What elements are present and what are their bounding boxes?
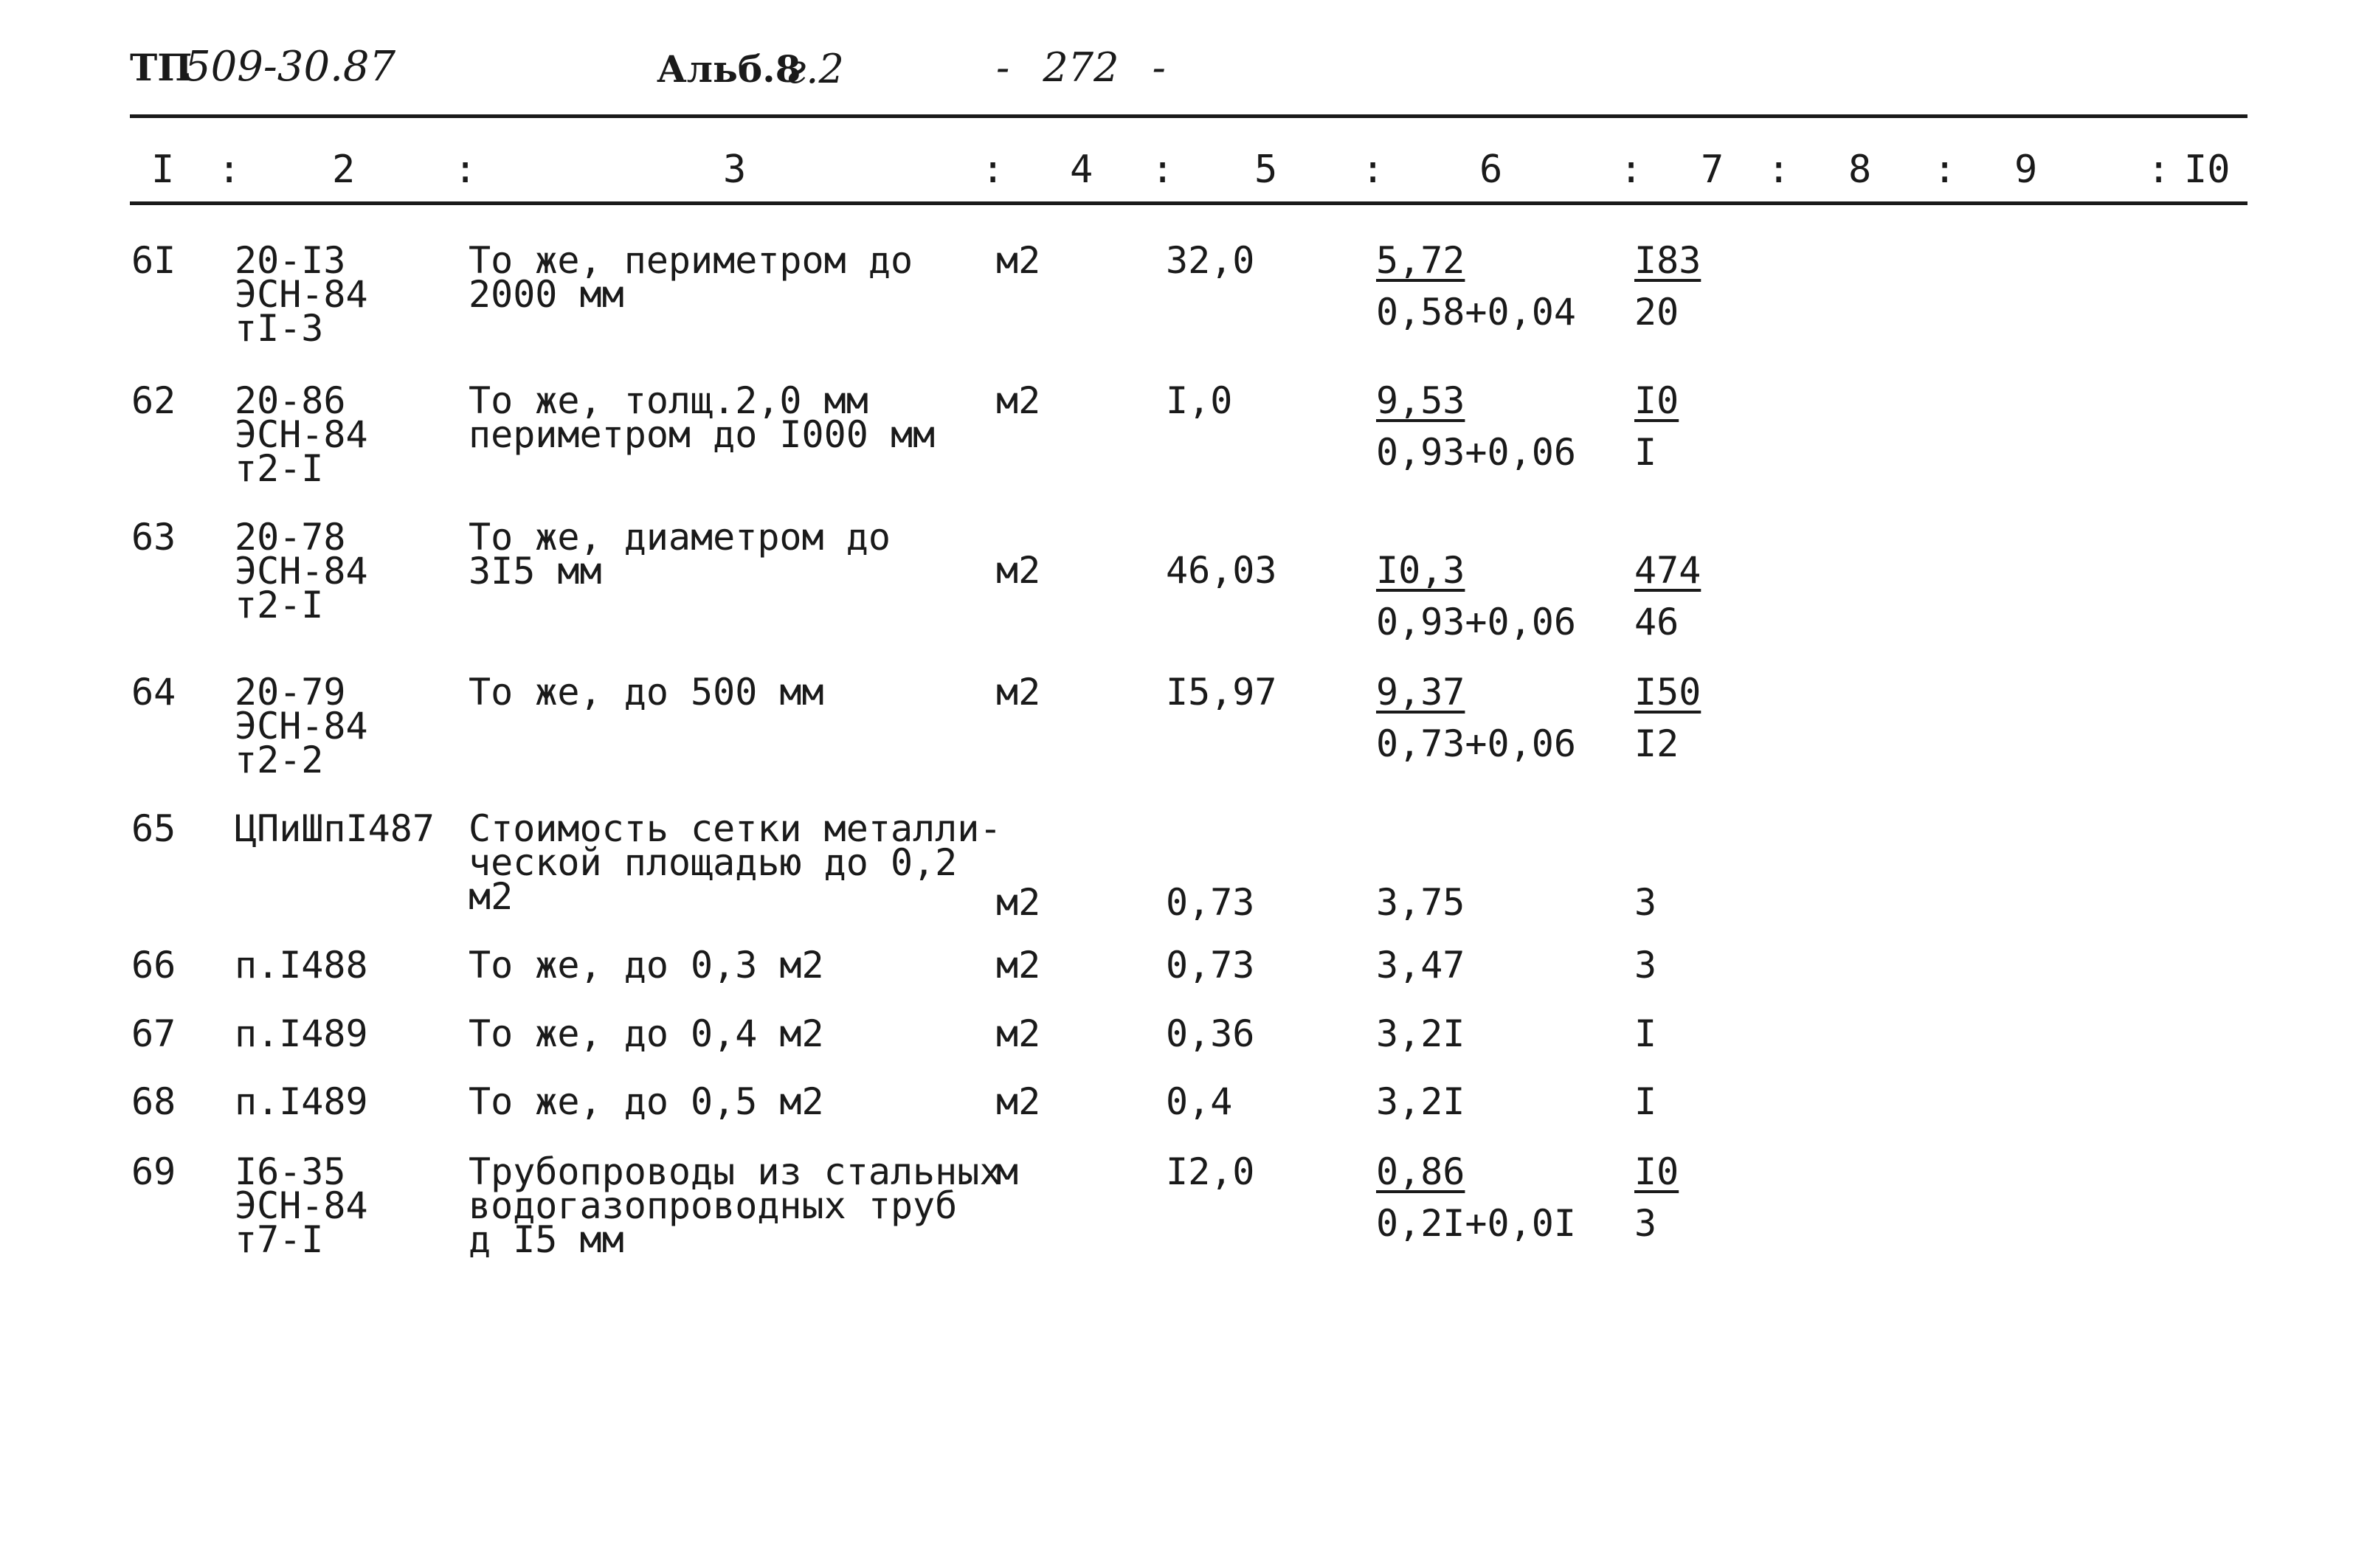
row-description [469, 944, 824, 987]
code-line: т2-I [235, 447, 324, 490]
row-unit: м2 [996, 1080, 1041, 1123]
description-line: То же, до 0,5 м2 [469, 1080, 824, 1123]
row-unit: м2 [996, 881, 1041, 924]
column-separator: : [1620, 148, 1643, 192]
row-quantity: 0,4 [1166, 1080, 1233, 1123]
row-code [235, 944, 368, 987]
code-line: т2-I [235, 584, 324, 626]
table-body [0, 221, 2353, 1291]
row-quantity: I,0 [1166, 379, 1233, 422]
code-line: п.I489 [235, 1012, 368, 1055]
code-line: ЭСН-84 [235, 1184, 368, 1227]
column-separator: : [1933, 148, 1957, 192]
row-code [235, 1150, 368, 1261]
column-header-3: 3 [723, 148, 747, 192]
description-line: То же, диаметром до [469, 516, 891, 559]
album-prefix: Альб.8 [657, 47, 801, 91]
row-quantity: I5,97 [1166, 671, 1277, 714]
row-price: 3,2I [1376, 1012, 1465, 1055]
column-header-5: 5 [1254, 148, 1278, 192]
row-price-bottom: 0,58+0,04 [1376, 291, 1576, 334]
description-line: д I5 мм [469, 1218, 624, 1261]
row-price-top: I0,3 [1376, 549, 1465, 592]
description-line: То же, периметром до [469, 239, 913, 282]
code-line: 20-78 [235, 516, 346, 559]
row-code [235, 239, 368, 350]
header-rule-bottom [130, 201, 2247, 205]
description-line: м2 [469, 875, 514, 918]
row-quantity: 0,73 [1166, 944, 1255, 987]
column-header-9: 9 [2014, 148, 2038, 192]
column-header-8: 8 [1848, 148, 1872, 192]
row-price: 3,2I [1376, 1080, 1465, 1123]
row-description [469, 671, 824, 714]
row-description [469, 1012, 824, 1055]
page-number: - 272 - [996, 44, 1166, 91]
row-quantity: 46,03 [1166, 549, 1277, 592]
column-separator: : [218, 148, 241, 192]
column-header-1: I [151, 148, 175, 192]
code-line: ЭСН-84 [235, 273, 368, 316]
column-header-10: I0 [2184, 148, 2231, 192]
description-line: 2000 мм [469, 273, 624, 316]
row-total-bottom: 20 [1634, 291, 1679, 334]
code-line: тI-3 [235, 307, 324, 350]
row-price-top: 9,53 [1376, 379, 1465, 422]
row-number: 6I [131, 239, 176, 282]
code-line: I6-35 [235, 1150, 346, 1193]
row-number: 64 [131, 671, 176, 714]
row-total-top: I83 [1634, 239, 1701, 282]
row-number: 69 [131, 1150, 176, 1193]
description-line: Стоимость сетки металли- [469, 807, 1002, 850]
row-description [469, 379, 936, 456]
table-row [0, 1012, 2353, 1061]
column-header-2: 2 [332, 148, 356, 192]
row-total-bottom: 3 [1634, 1202, 1657, 1245]
row-price-bottom: 0,73+0,06 [1376, 722, 1576, 765]
row-code [235, 1080, 368, 1123]
description-line: То же, до 0,4 м2 [469, 1012, 824, 1055]
row-total-bottom: I [1634, 431, 1657, 474]
row-code [235, 1012, 368, 1055]
row-price-top: 9,37 [1376, 671, 1465, 714]
row-quantity: 32,0 [1166, 239, 1255, 282]
row-code [235, 379, 368, 490]
row-unit: м2 [996, 549, 1041, 592]
row-quantity: 0,73 [1166, 881, 1255, 924]
album-part: г.2 [786, 46, 844, 92]
code-line: ЭСН-84 [235, 413, 368, 456]
row-total-top: I0 [1634, 1150, 1679, 1193]
description-line: То же, до 0,3 м2 [469, 944, 824, 987]
row-number: 62 [131, 379, 176, 422]
code-line: п.I489 [235, 1080, 368, 1123]
column-separator: : [1361, 148, 1385, 192]
row-description [469, 807, 1002, 918]
table-row [0, 1150, 2353, 1273]
column-header-7: 7 [1701, 148, 1724, 192]
row-description [469, 516, 891, 593]
column-header-4: 4 [1070, 148, 1093, 192]
code-line: 20-86 [235, 379, 346, 422]
code-line: ЦПиШпI487 [235, 807, 435, 850]
column-separator: : [981, 148, 1005, 192]
row-total-top: 474 [1634, 549, 1701, 592]
row-price-top: 0,86 [1376, 1150, 1465, 1193]
row-description [469, 1150, 1002, 1261]
row-quantity: 0,36 [1166, 1012, 1255, 1055]
description-line: Трубопроводы из стальных [469, 1150, 1002, 1193]
column-separator: : [1151, 148, 1175, 192]
row-unit: м2 [996, 944, 1041, 987]
row-price-bottom: 0,2I+0,0I [1376, 1202, 1576, 1245]
code-line: п.I488 [235, 944, 368, 987]
table-row [0, 516, 2353, 653]
row-total-top: I0 [1634, 379, 1679, 422]
tp-number: 509-30.87 [184, 43, 396, 91]
code-line: ЭСН-84 [235, 550, 368, 593]
row-description [469, 239, 913, 316]
column-separator: : [454, 148, 477, 192]
row-total-bottom: I2 [1634, 722, 1679, 765]
table-row [0, 671, 2353, 793]
description-line: периметром до I000 мм [469, 413, 936, 456]
row-unit: м2 [996, 239, 1041, 282]
table-row [0, 807, 2353, 930]
row-price: 3,75 [1376, 881, 1465, 924]
column-separator: : [1767, 148, 1791, 192]
row-price-bottom: 0,93+0,06 [1376, 431, 1576, 474]
code-line: т7-I [235, 1218, 324, 1261]
row-total-bottom: 46 [1634, 601, 1679, 643]
row-description [469, 1080, 824, 1123]
column-separator: : [2147, 148, 2171, 192]
code-line: т2-2 [235, 739, 324, 781]
row-number: 66 [131, 944, 176, 987]
code-line: 20-I3 [235, 239, 346, 282]
row-code [235, 516, 368, 626]
row-total: I [1634, 1080, 1657, 1123]
table-row [0, 944, 2353, 992]
tp-prefix: ТП [130, 46, 193, 89]
row-number: 63 [131, 516, 176, 559]
code-line: 20-79 [235, 671, 346, 714]
page-header [0, 0, 2353, 111]
row-number: 65 [131, 807, 176, 850]
row-price: 3,47 [1376, 944, 1465, 987]
table-row [0, 1080, 2353, 1129]
row-total: 3 [1634, 944, 1657, 987]
row-total: 3 [1634, 881, 1657, 924]
row-quantity: I2,0 [1166, 1150, 1255, 1193]
row-number: 67 [131, 1012, 176, 1055]
table-row [0, 239, 2353, 362]
description-line: водогазопроводных труб [469, 1184, 958, 1227]
column-header-6: 6 [1479, 148, 1503, 192]
column-header-row [0, 148, 2353, 199]
description-line: ческой площадью до 0,2 [469, 841, 958, 884]
row-unit: м2 [996, 671, 1041, 714]
row-price-top: 5,72 [1376, 239, 1465, 282]
code-line: ЭСН-84 [235, 705, 368, 747]
row-total: I [1634, 1012, 1657, 1055]
row-code [235, 671, 368, 781]
row-total-top: I50 [1634, 671, 1701, 714]
row-unit: м2 [996, 379, 1041, 422]
description-line: То же, до 500 мм [469, 671, 824, 714]
description-line: То же, толщ.2,0 мм [469, 379, 868, 422]
row-unit: м2 [996, 1012, 1041, 1055]
description-line: 3I5 мм [469, 550, 602, 593]
row-unit: м [996, 1150, 1019, 1193]
table-row [0, 379, 2353, 502]
row-number: 68 [131, 1080, 176, 1123]
row-code [235, 807, 435, 850]
header-rule-top [130, 114, 2247, 118]
row-price-bottom: 0,93+0,06 [1376, 601, 1576, 643]
